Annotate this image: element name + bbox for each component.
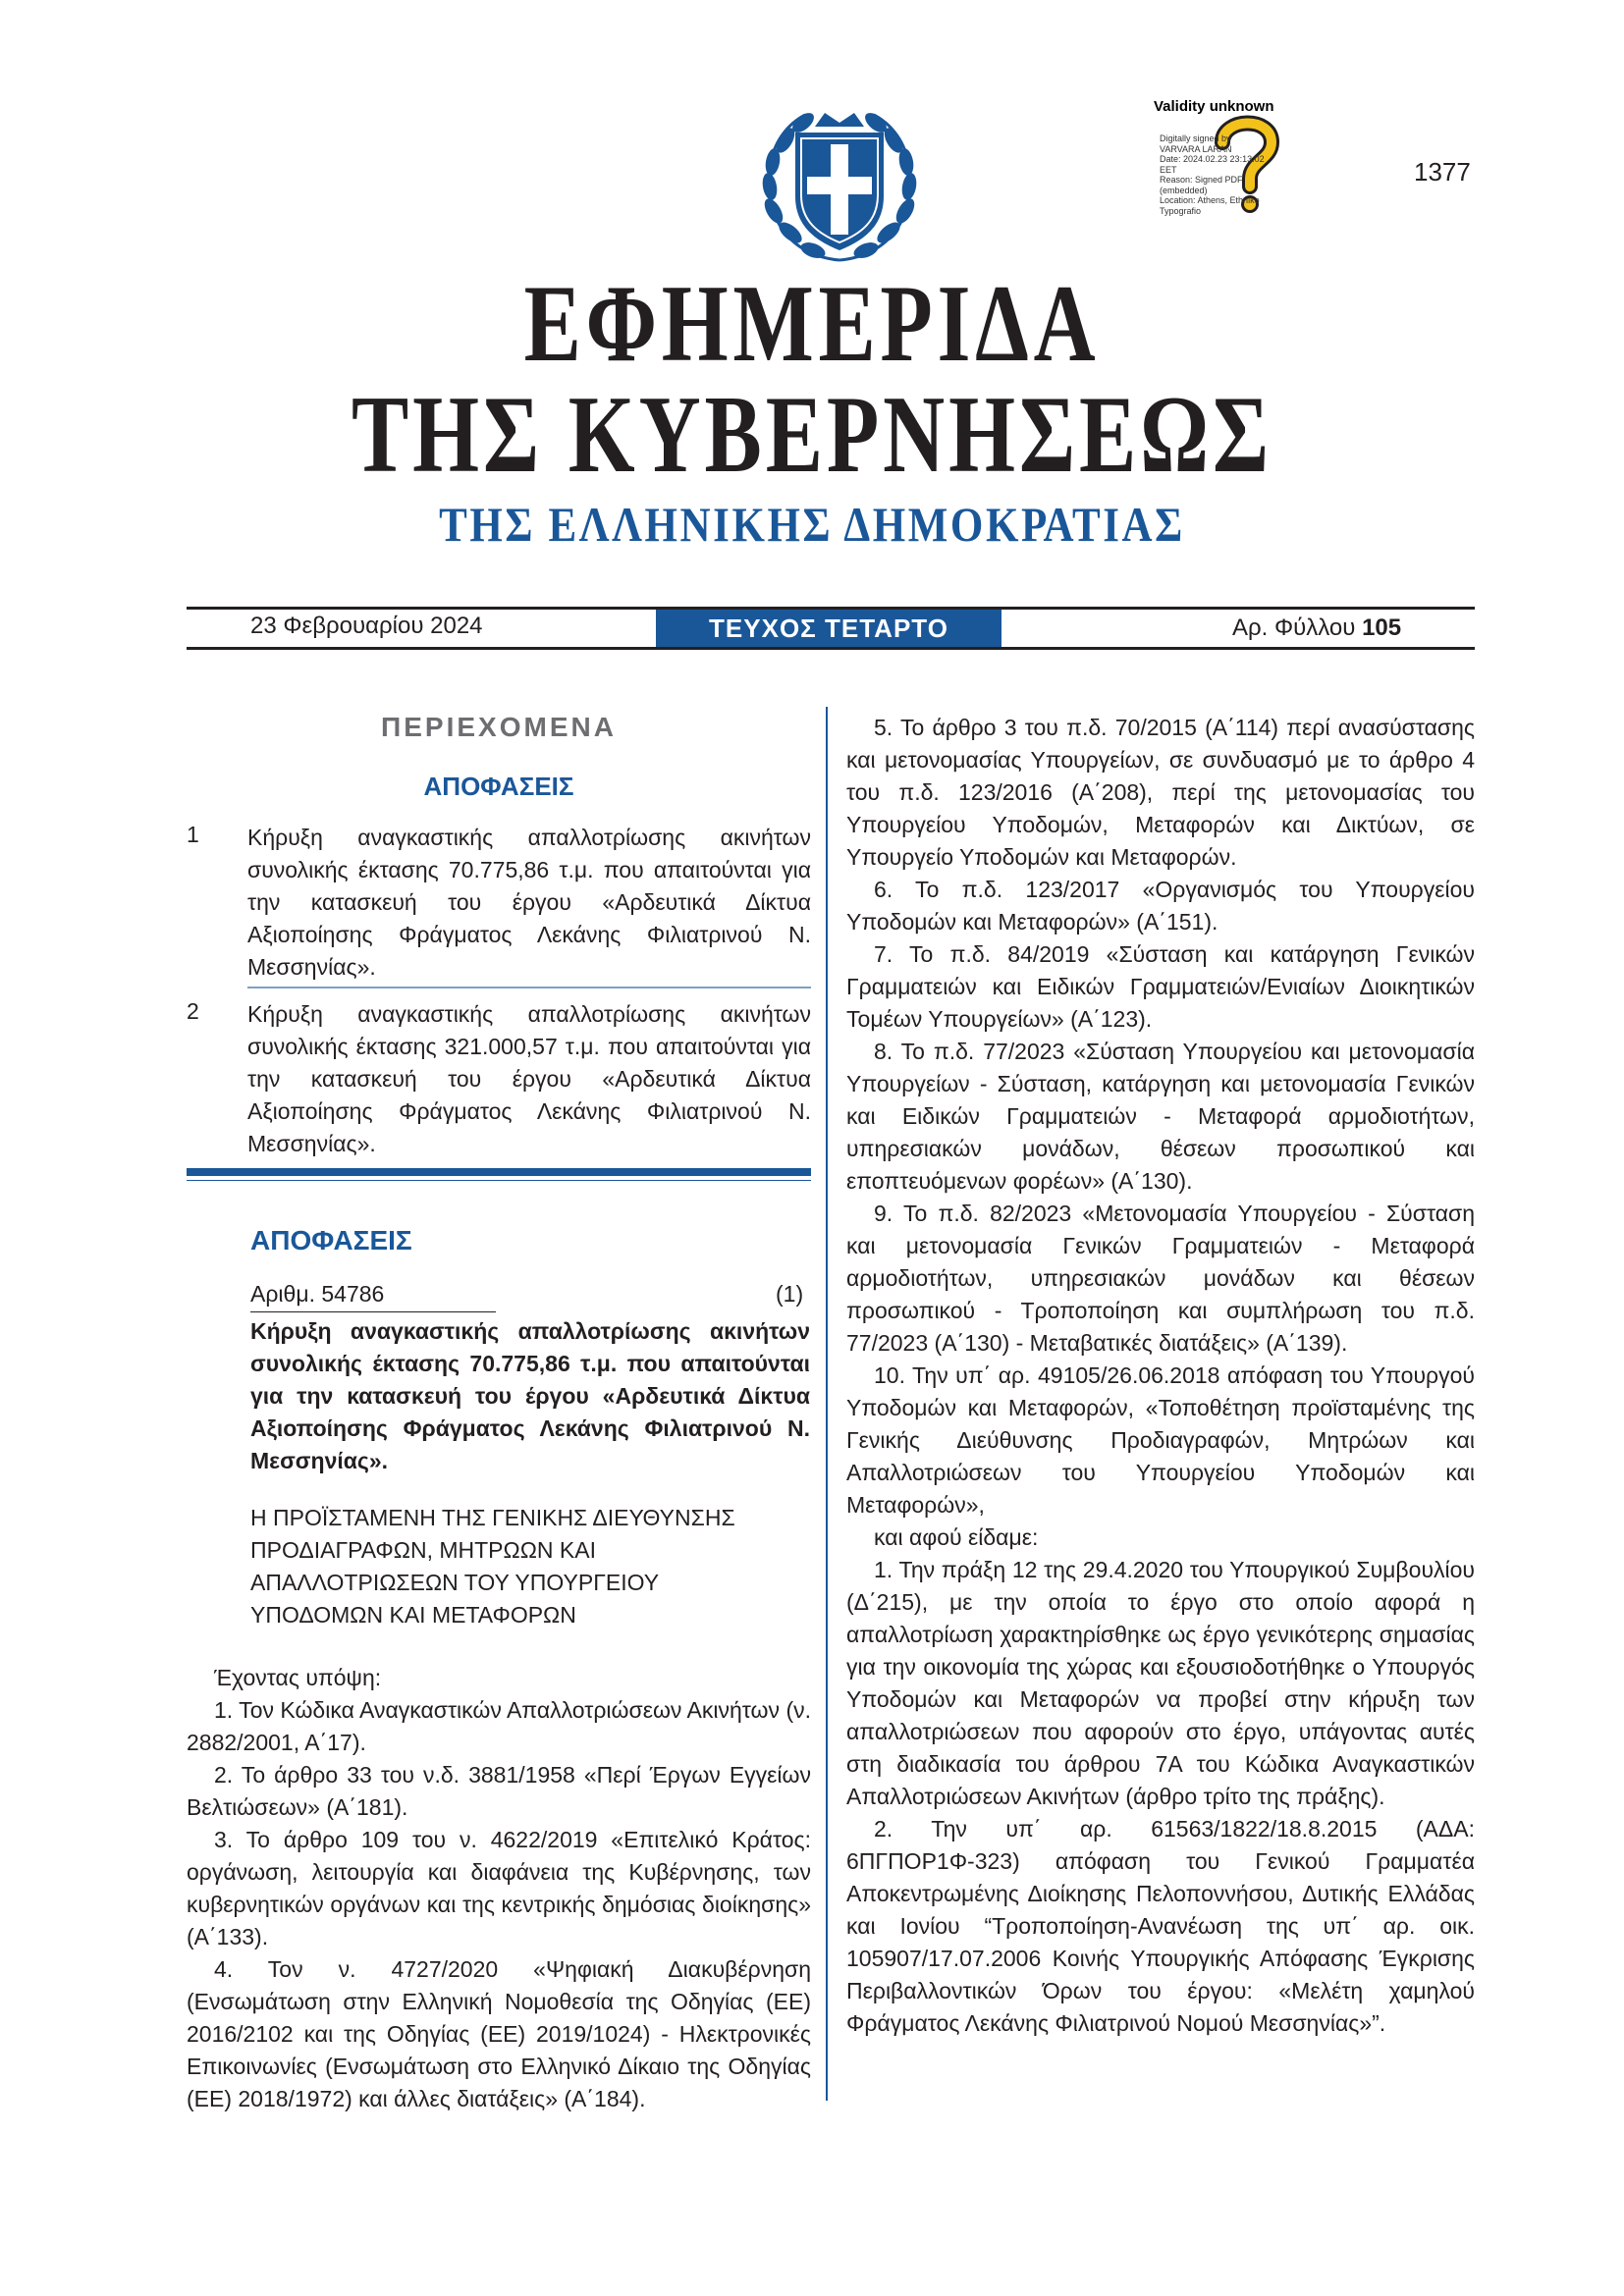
right-column-body xyxy=(846,712,1475,2040)
sheet-number-label: Αρ. Φύλλου xyxy=(1232,614,1356,641)
signature-line: (embedded) xyxy=(1160,185,1208,195)
sheet-number-value: 105 xyxy=(1362,614,1402,641)
decision-title: Κήρυξη αναγκαστικής απαλλοτρίωσης ακινήτων συνολικής έκτασης 70.775,86 τ.μ. που απαιτούνται για την κατασκευή του έργου «Αρδευτικά Δίκτυα Αξιοποίησης Φράγματος Λεκάνης Φιλιατρινού Ν. Μεσσηνίας». xyxy=(250,1318,810,1473)
section-divider-line xyxy=(187,1180,811,1181)
body-paragraph: Έχοντας υπόψη: xyxy=(214,1665,382,1690)
gazette-title-line2: ΤΗΣ ΚΥΒΕΡΝΗΣΕΩΣ xyxy=(351,374,1273,496)
body-paragraph: 10. Την υπ΄ αρ. 49105/26.06.2018 απόφαση του Υπουργού Υποδομών και Μεταφορών, «Τοποθέτηση προϊσταμένης της Γενικής Διεύθυνσης Προδιαγραφών, Μητρώων και Απαλλοτριώσεων του Υπουργείου Υποδομών και Μεταφορών», xyxy=(846,1362,1475,1518)
body-paragraph: 8. Το π.δ. 77/2023 «Σύσταση Υπουργείου και μετονομασία Υπουργείων - Σύσταση, κατάργηση και μετονομασία Γενικών και Ειδικών Γραμματειών - Μεταφορά αρμοδιοτήτων, υπηρεσιακών μονάδων, θέσεων προσωπικού και εποπτευόμενων φορέων» (Α΄130). xyxy=(846,1039,1475,1194)
column-divider xyxy=(826,707,828,2101)
section-divider-bar xyxy=(187,1168,811,1176)
body-paragraph: 3. Το άρθρο 109 του ν. 4622/2019 «Επιτελικό Κράτος: οργάνωση, λειτουργία και διαφάνεια της Κυβέρνησης, των κυβερνητικών οργάνων και της κεντρικής δημόσιας διοίκησης» (Α΄133). xyxy=(187,1827,811,1949)
authority-line: Η ΠΡΟΪΣΤΑΜΕΝΗ ΤΗΣ ΓΕΝΙΚΗΣ ΔΙΕΥΘΥΝΣΗΣ xyxy=(250,1505,735,1530)
left-column-body xyxy=(187,1662,811,2115)
body-paragraph: 6. Το π.δ. 123/2017 «Οργανισμός του Υπουργείου Υποδομών και Μεταφορών» (Α΄151). xyxy=(846,877,1475,934)
contents-decisions-subheading: ΑΠΟΦΑΣΕΙΣ xyxy=(423,772,574,801)
body-paragraph: 1. Την πράξη 12 της 29.4.2020 του Υπουργικού Συμβουλίου (Δ΄215), με την οποία το έργο στο οποίο αφορά η απαλλοτρίωση χαρακτηρίσθηκε ως έργο γενικότερης σημασίας για την οικονομία της χώρας και εξουσιοδοτήθηκε ο Υπουργός Υποδομών και Μεταφορών να προβεί στην κήρυξη των απαλλοτριώσεων που αφορούν στο έργο, υπάγοντας αυτές στη διαδικασία του άρθρου 7Α του Κώδικα Αναγκαστικών Απαλλοτριώσεων Ακινήτων (άρθρο τρίτο της πράξης). xyxy=(846,1557,1475,1809)
issuing-authority xyxy=(250,1502,810,1631)
gazette-subtitle: ΤΗΣ ΕΛΛΗΝΙΚΗΣ ΔΗΜΟΚΡΑΤΙΑΣ xyxy=(439,497,1185,552)
body-paragraph: 1. Τον Κώδικα Αναγκαστικών Απαλλοτριώσεων Ακινήτων (ν. 2882/2001, Α΄17). xyxy=(187,1697,811,1755)
decision-number: Αριθμ. 54786 xyxy=(250,1281,385,1307)
issue-type-label: ΤΕΥΧΟΣ ΤΕΤΑΡΤΟ xyxy=(656,610,1001,647)
decisions-section-heading: ΑΠΟΦΑΣΕΙΣ xyxy=(250,1225,412,1255)
decision-number-underline xyxy=(250,1311,496,1312)
page-number: 1377 xyxy=(1414,157,1471,187)
contents-item-number: 1 xyxy=(187,822,199,847)
contents-heading: ΠΕΡΙΕΧΟΜΕΝΑ xyxy=(381,712,617,742)
body-paragraph: 4. Τον ν. 4727/2020 «Ψηφιακή Διακυβέρνηση (Ενσωμάτωση στην Ελληνική Νομοθεσία της Οδηγίας (ΕΕ) 2016/2102 και της Οδηγίας (ΕΕ) 2019/1024) - Ηλεκτρονικές Επικοινωνίες (Ενσωμάτωση στο Ελληνικό Δίκαιο της Οδηγίας (ΕΕ) 2018/1972) και άλλες διατάξεις» (Α΄184). xyxy=(187,1956,811,2111)
body-paragraph: 2. Την υπ΄ αρ. 61563/1822/18.8.2015 (ΑΔΑ: 6ΠΓΠΟΡ1Φ-323) απόφαση του Γενικού Γραμματέα Αποκεντρωμένης Διοίκησης Πελοποννήσου, Δυτικής Ελλάδας και Ιονίου “Τροποποίηση-Ανανέωση της υπ΄ αρ. οικ. 105907/17.07.2006 Κοινής Υπουργικής Απόφασης Έγκρισης Περιβαλλοντικών Όρων του έργου: «Μελέτη χαμηλού Φράγματος Λεκάνης Φιλιατρινού Νομού Μεσσηνίας»”. xyxy=(846,1816,1475,2036)
authority-line: ΥΠΟΔΟΜΩΝ ΚΑΙ ΜΕΤΑΦΟΡΩΝ xyxy=(250,1602,576,1628)
contents-divider xyxy=(247,987,811,988)
body-paragraph: 5. Το άρθρο 3 του π.δ. 70/2015 (Α΄114) περί ανασύστασης και μετονομασίας Υπουργείων, σε συνδυασμό με το άρθρο 4 του π.δ. 123/2016 (Α΄208), περί της μετονομασίας του Υπουργείου Υποδομών, Μεταφορών και Δικτύων, σε Υπουργείο Υποδομών και Μεταφορών. xyxy=(846,715,1475,870)
decision-order: (1) xyxy=(776,1281,804,1307)
signature-line: Digitally signed by xyxy=(1160,133,1231,143)
signature-line: VARVARA LARAN xyxy=(1160,143,1232,154)
signature-line: Typografio xyxy=(1160,205,1202,216)
signature-details xyxy=(1160,133,1265,216)
greek-coat-of-arms-emblem xyxy=(746,93,933,280)
contents-item-number: 2 xyxy=(187,998,199,1024)
gazette-title-line1: ΕΦΗΜΕΡΙΔΑ xyxy=(523,263,1101,385)
signature-line: Reason: Signed PDF xyxy=(1160,175,1243,185)
issue-date: 23 Φεβρουαρίου 2024 xyxy=(250,613,483,639)
body-paragraph: 2. Το άρθρο 33 του ν.δ. 3881/1958 «Περί Έργων Εγγείων Βελτιώσεων» (Α΄181). xyxy=(187,1762,811,1820)
body-paragraph: 7. Το π.δ. 84/2019 «Σύσταση και κατάργηση Γενικών Γραμματειών και Ειδικών Γραμματειών/Ενιαίων Διοικητικών Τομέων Υπουργείων» (Α΄123). xyxy=(846,941,1475,1032)
authority-line: ΑΠΑΛΛΟΤΡΙΩΣΕΩΝ ΤΟΥ ΥΠΟΥΡΓΕΙΟΥ xyxy=(250,1570,660,1595)
digital-signature-block xyxy=(1154,98,1321,226)
authority-line: ΠΡΟΔΙΑΓΡΑΦΩΝ, ΜΗΤΡΩΩΝ ΚΑΙ xyxy=(250,1537,596,1563)
body-paragraph: και αφού είδαμε: xyxy=(874,1524,1039,1550)
sheet-number xyxy=(1232,614,1401,642)
body-paragraph: 9. Το π.δ. 82/2023 «Μετονομασία Υπουργείου - Σύσταση και μετονομασία Γενικών Γραμματειών - Μεταφορά αρμοδιοτήτων, υπηρεσιακών μονάδων και θέσεων προσωπικού - Τροποποίηση και συμπλήρωση του π.δ. 77/2023 (Α΄130) - Μεταβατικές διατάξεις» (Α΄139). xyxy=(846,1201,1475,1356)
signature-validity-title: Validity unknown xyxy=(1154,98,1274,115)
contents-item-text: Κήρυξη αναγκαστικής απαλλοτρίωσης ακινήτων συνολικής έκτασης 321.000,57 τ.μ. που απαιτούνται για την κατασκευή του έργου «Αρδευτικά Δίκτυα Αξιοποίησης Φράγματος Λεκάνης Φιλιατρινού Ν. Μεσσηνίας». xyxy=(247,1001,811,1156)
signature-line: Date: 2024.02.23 23:13:02 xyxy=(1160,154,1265,164)
signature-line: EET xyxy=(1160,164,1177,175)
signature-line: Location: Athens, Ethniko xyxy=(1160,195,1260,205)
contents-item-text: Κήρυξη αναγκαστικής απαλλοτρίωσης ακινήτων συνολικής έκτασης 70.775,86 τ.μ. που απαιτούνται για την κατασκευή του έργου «Αρδευτικά Δίκτυα Αξιοποίησης Φράγματος Λεκάνης Φιλιατρινού Ν. Μεσσηνίας». xyxy=(247,825,811,980)
